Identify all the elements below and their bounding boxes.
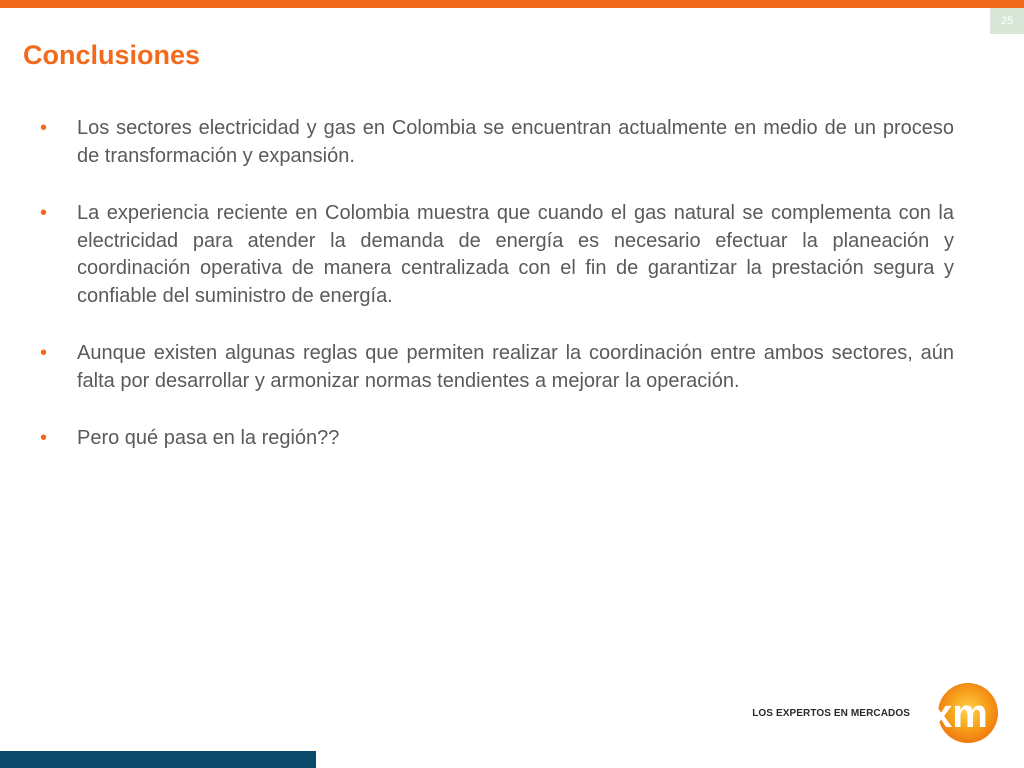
top-accent-bar xyxy=(0,0,1024,8)
bullet-item xyxy=(40,340,954,395)
bullet-item xyxy=(40,115,954,170)
footer-bar xyxy=(0,751,316,768)
bullet-item xyxy=(40,200,954,310)
logo-mark-text: xm xyxy=(930,692,988,736)
bullet-marker: • xyxy=(40,202,48,224)
xm-logo-icon xyxy=(916,680,1000,746)
company-logo xyxy=(752,680,1000,746)
bullet-text: Pero qué pasa en la región?? xyxy=(77,427,340,449)
bullet-marker: • xyxy=(40,342,48,364)
page-number xyxy=(990,8,1024,34)
slide-title: Conclusiones xyxy=(23,40,201,70)
bullet-text: La experiencia reciente en Colombia muestra que cuando el gas natural se complementa con la electricidad para atender la demanda de energía es necesario efectuar la planeación y coordinación operativa de manera centralizada con el fin de garantizar la prestación segura y confiable del suministro de energía. xyxy=(77,202,954,307)
logo-tagline: LOS EXPERTOS EN MERCADOS xyxy=(752,707,910,719)
page-number-label: 25 xyxy=(1000,15,1014,27)
bullet-text: Los sectores electricidad y gas en Colombia se encuentran actualmente en medio de un proceso de transformación y expansión. xyxy=(77,117,954,167)
bullet-list xyxy=(40,115,954,483)
bullet-marker: • xyxy=(40,427,48,449)
bullet-text: Aunque existen algunas reglas que permiten realizar la coordinación entre ambos sectores, aún falta por desarrollar y armonizar normas tendientes a mejorar la operación. xyxy=(77,342,954,392)
bullet-marker: • xyxy=(40,117,48,139)
bullet-item xyxy=(40,425,954,453)
